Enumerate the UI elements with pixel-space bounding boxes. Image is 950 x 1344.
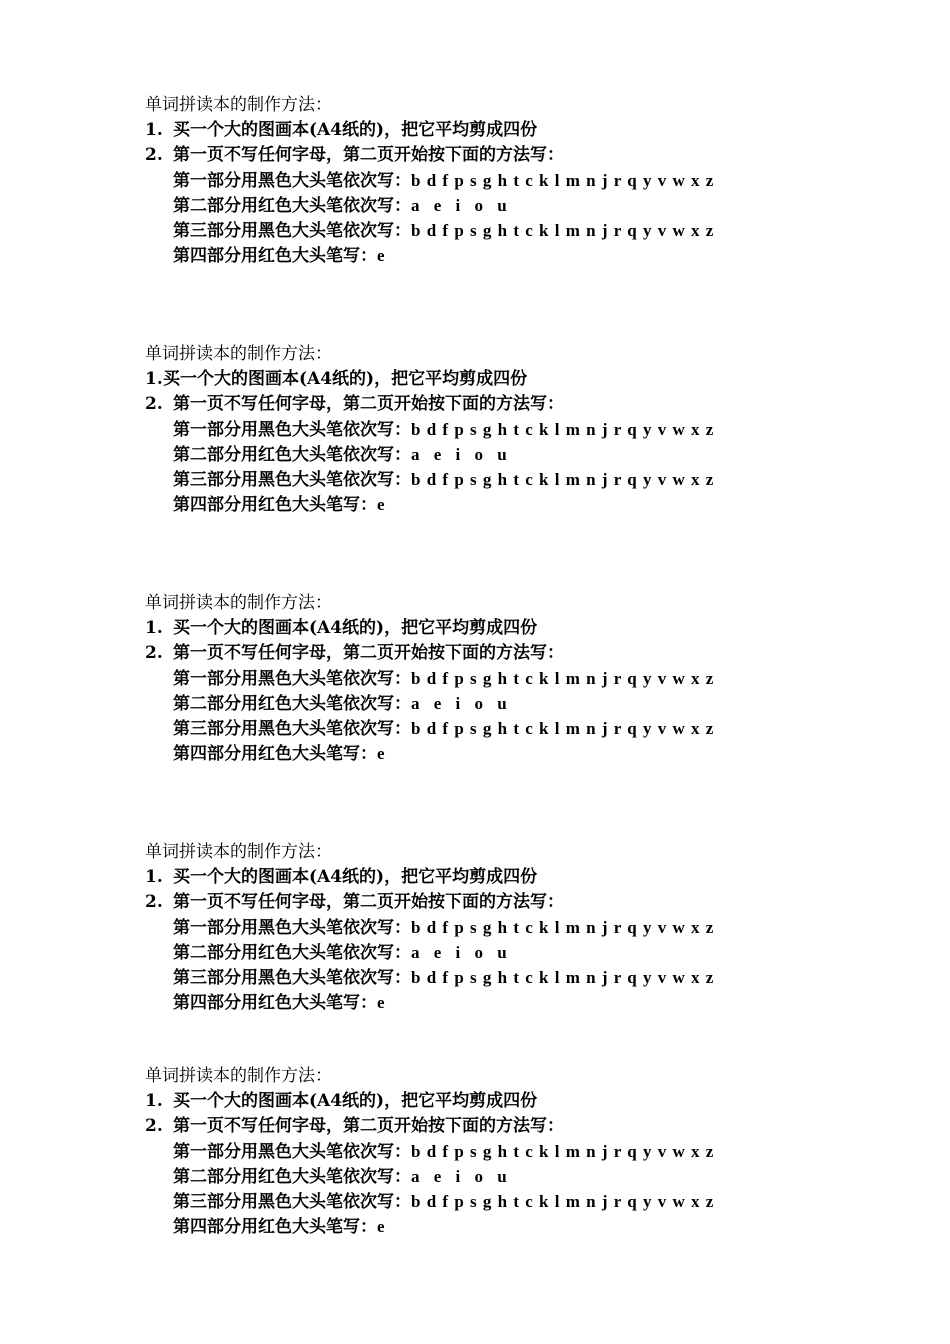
part-3-line (145, 467, 845, 492)
part-2-line (145, 691, 845, 716)
step-number: 2. (145, 1116, 163, 1136)
part-4-line (145, 492, 845, 517)
part-1-line (145, 666, 845, 691)
letter-sequence: b d f p s g h t c k l m n j r q y v w x z (411, 1192, 715, 1211)
step-text: 买一个大的图画本(A4纸的)，把它平均剪成四份 (173, 120, 538, 140)
part-4-line (145, 990, 845, 1015)
part-label: 第二部分用红色大头笔依次写： (173, 445, 411, 465)
block-title: 单词拼读本的制作方法： (145, 593, 332, 613)
step-number: 1. (145, 120, 163, 140)
instruction-block-4 (145, 840, 845, 1015)
letter-sequence: e (377, 1217, 386, 1236)
part-4-line (145, 741, 845, 766)
step-1 (145, 118, 845, 143)
step-2 (145, 392, 845, 417)
step-number: 2. (145, 145, 163, 165)
part-1-line (145, 417, 845, 442)
letter-sequence: b d f p s g h t c k l m n j r q y v w x z (411, 470, 715, 489)
block-title: 单词拼读本的制作方法： (145, 344, 332, 364)
part-label: 第四部分用红色大头笔写： (173, 1217, 377, 1237)
step-1 (145, 1089, 845, 1114)
part-3-line (145, 716, 845, 741)
step-2 (145, 1114, 845, 1139)
part-label: 第一部分用黑色大头笔依次写： (173, 669, 411, 689)
part-label: 第三部分用黑色大头笔依次写： (173, 470, 411, 490)
part-label: 第三部分用黑色大头笔依次写： (173, 221, 411, 241)
part-label: 第二部分用红色大头笔依次写： (173, 1167, 411, 1187)
letter-sequence: b d f p s g h t c k l m n j r q y v w x z (411, 1142, 715, 1161)
part-label: 第三部分用黑色大头笔依次写： (173, 1192, 411, 1212)
part-1-line (145, 1139, 845, 1164)
step-text: 第一页不写任何字母，第二页开始按下面的方法写： (173, 145, 564, 165)
step-text: 买一个大的图画本(A4纸的)，把它平均剪成四份 (173, 867, 538, 887)
step-text: 第一页不写任何字母，第二页开始按下面的方法写： (173, 1116, 564, 1136)
part-2-line (145, 193, 845, 218)
instruction-block-2 (145, 342, 845, 517)
part-4-line (145, 1214, 845, 1239)
step-2 (145, 143, 845, 168)
part-label: 第二部分用红色大头笔依次写： (173, 694, 411, 714)
step-text: 第一页不写任何字母，第二页开始按下面的方法写： (173, 892, 564, 912)
step-text: 第一页不写任何字母，第二页开始按下面的方法写： (173, 643, 564, 663)
letter-sequence: a e i o u (411, 445, 512, 464)
letter-sequence: e (377, 495, 386, 514)
letter-sequence: e (377, 246, 386, 265)
step-number: 2. (145, 643, 163, 663)
part-2-line (145, 1164, 845, 1189)
letter-sequence: a e i o u (411, 694, 512, 713)
step-2 (145, 890, 845, 915)
step-2 (145, 641, 845, 666)
step-number: 1. (145, 369, 163, 389)
part-label: 第一部分用黑色大头笔依次写： (173, 420, 411, 440)
part-1-line (145, 168, 845, 193)
step-number: 2. (145, 394, 163, 414)
part-2-line (145, 442, 845, 467)
part-label: 第三部分用黑色大头笔依次写： (173, 968, 411, 988)
letter-sequence: b d f p s g h t c k l m n j r q y v w x z (411, 420, 715, 439)
part-label: 第四部分用红色大头笔写： (173, 495, 377, 515)
part-3-line (145, 1189, 845, 1214)
letter-sequence: b d f p s g h t c k l m n j r q y v w x z (411, 968, 715, 987)
block-title: 单词拼读本的制作方法： (145, 1066, 332, 1086)
block-title: 单词拼读本的制作方法： (145, 95, 332, 115)
step-text: 买一个大的图画本(A4纸的)，把它平均剪成四份 (173, 618, 538, 638)
part-label: 第四部分用红色大头笔写： (173, 993, 377, 1013)
letter-sequence: a e i o u (411, 943, 512, 962)
letter-sequence: a e i o u (411, 196, 512, 215)
step-number: 1. (145, 867, 163, 887)
step-text: 买一个大的图画本(A4纸的)，把它平均剪成四份 (173, 1091, 538, 1111)
part-3-line (145, 218, 845, 243)
step-number: 1. (145, 618, 163, 638)
step-text: 买一个大的图画本(A4纸的)，把它平均剪成四份 (163, 369, 528, 389)
letter-sequence: b d f p s g h t c k l m n j r q y v w x z (411, 221, 715, 240)
step-number: 2. (145, 892, 163, 912)
step-1 (145, 367, 845, 392)
letter-sequence: b d f p s g h t c k l m n j r q y v w x z (411, 171, 715, 190)
part-1-line (145, 915, 845, 940)
letter-sequence: b d f p s g h t c k l m n j r q y v w x z (411, 918, 715, 937)
part-3-line (145, 965, 845, 990)
instruction-block-5 (145, 1064, 845, 1239)
part-label: 第二部分用红色大头笔依次写： (173, 943, 411, 963)
part-label: 第一部分用黑色大头笔依次写： (173, 1142, 411, 1162)
letter-sequence: e (377, 744, 386, 763)
part-4-line (145, 243, 845, 268)
part-2-line (145, 940, 845, 965)
part-label: 第二部分用红色大头笔依次写： (173, 196, 411, 216)
step-1 (145, 616, 845, 641)
letter-sequence: b d f p s g h t c k l m n j r q y v w x z (411, 719, 715, 738)
instruction-block-3 (145, 591, 845, 766)
step-1 (145, 865, 845, 890)
part-label: 第四部分用红色大头笔写： (173, 246, 377, 266)
part-label: 第一部分用黑色大头笔依次写： (173, 918, 411, 938)
part-label: 第三部分用黑色大头笔依次写： (173, 719, 411, 739)
letter-sequence: b d f p s g h t c k l m n j r q y v w x z (411, 669, 715, 688)
part-label: 第一部分用黑色大头笔依次写： (173, 171, 411, 191)
instruction-block-1 (145, 93, 845, 268)
block-title: 单词拼读本的制作方法： (145, 842, 332, 862)
step-text: 第一页不写任何字母，第二页开始按下面的方法写： (173, 394, 564, 414)
part-label: 第四部分用红色大头笔写： (173, 744, 377, 764)
step-number: 1. (145, 1091, 163, 1111)
letter-sequence: a e i o u (411, 1167, 512, 1186)
letter-sequence: e (377, 993, 386, 1012)
